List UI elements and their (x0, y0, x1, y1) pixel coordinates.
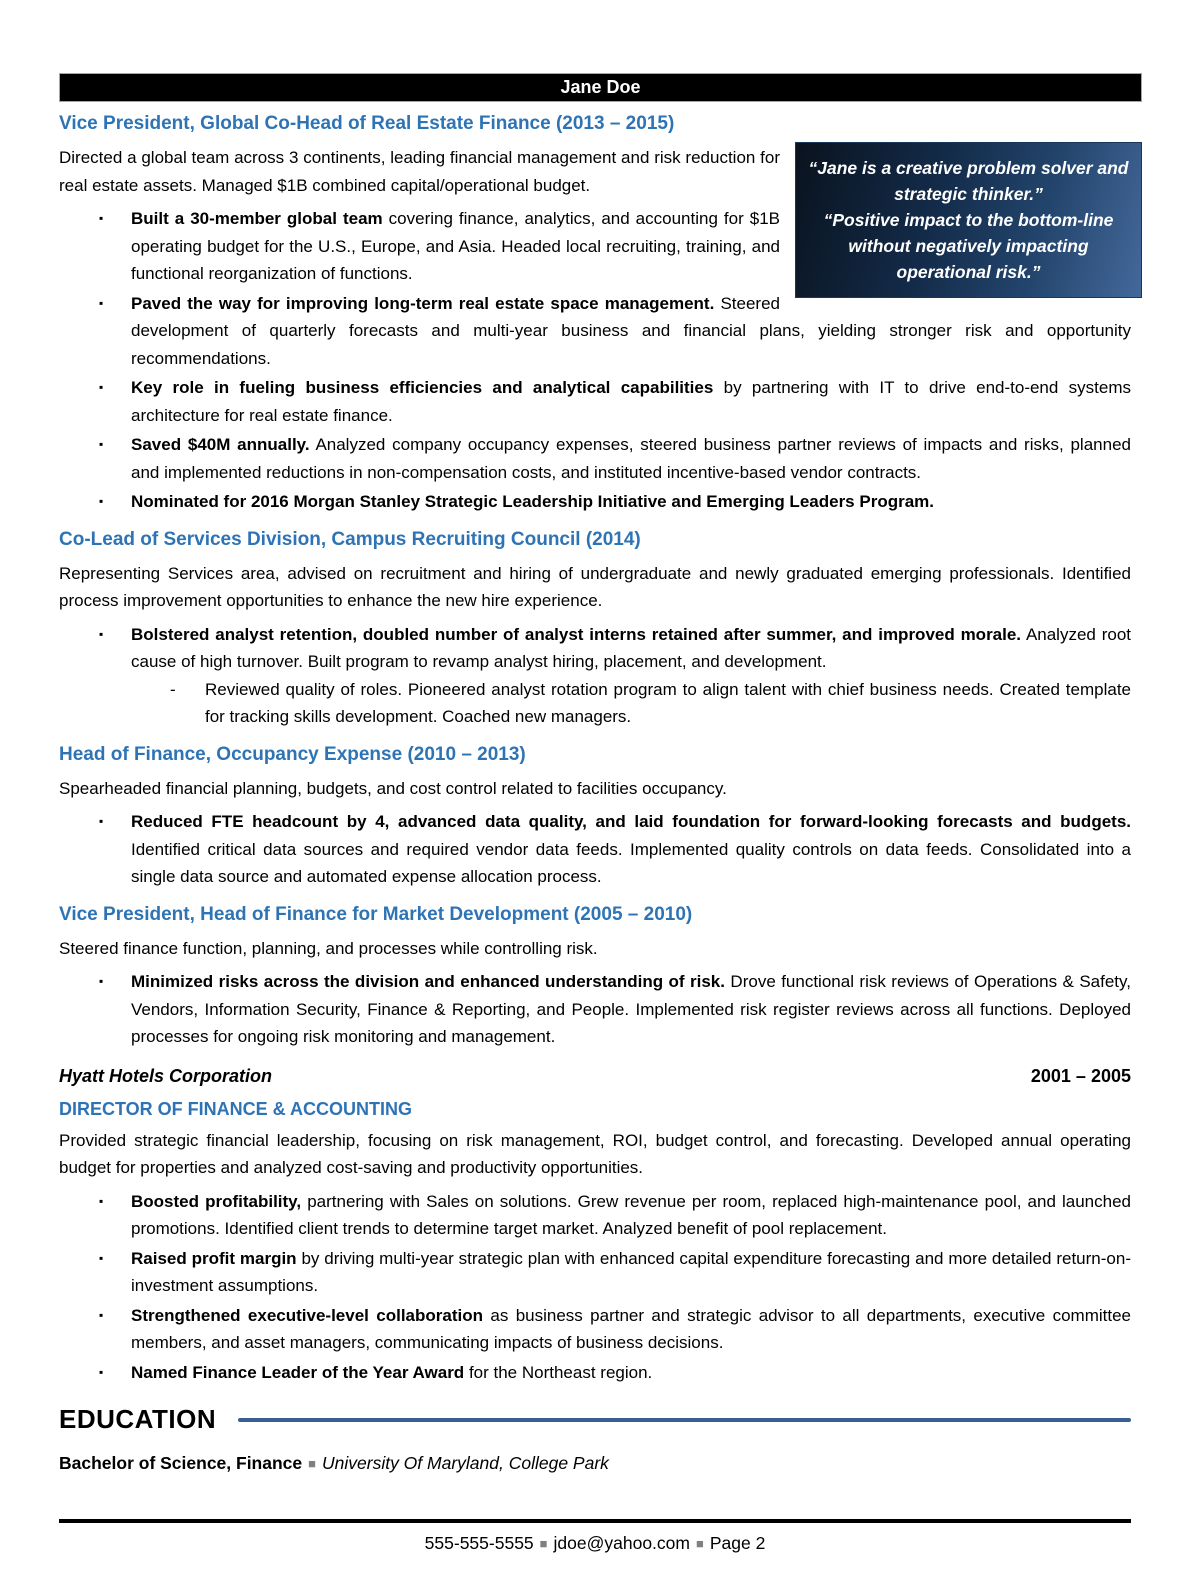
quote-line-2: “Positive impact to the bottom-line without negatively impacting operational risk.” (823, 210, 1114, 282)
bullet-rest: by driving multi-year strategic plan with enhanced capital expenditure forecasting and more detailed return-on-investment assumptions. (131, 1248, 1131, 1295)
education-heading: EDUCATION (59, 1404, 217, 1434)
bullet-lead: Named Finance Leader of the Year Award (131, 1362, 465, 1382)
footer-phone: 555-555-5555 (424, 1533, 534, 1553)
section-vp-market-development (59, 903, 1131, 1051)
bullet-lead: Nominated for 2016 Morgan Stanley Strategic Leadership Initiative and Emerging Leaders Program. (131, 492, 934, 511)
section-title: Vice President, Global Co-Head of Real Estate Finance (2013 – 2015) (59, 113, 675, 134)
quote-line-1: “Jane is a creative problem solver and strategic thinker.” (808, 158, 1129, 204)
section-summary: Spearheaded financial planning, budgets, and cost control related to facilities occupancy. (59, 778, 727, 798)
bullet-rest: for the Northeast region. (468, 1362, 653, 1382)
bullet-rest: Analyzed root cause of high turnover. Built program to revamp analyst hiring, placement, and development. (131, 624, 1131, 671)
bullet-rest: as business partner and strategic advisor to all departments, executive committee members, and asset managers, communicating impacts of business decisions. (131, 1305, 1131, 1352)
degree-line (59, 1450, 1131, 1477)
section-title: Head of Finance, Occupancy Expense (2010 – 2013) (59, 743, 526, 765)
bullet-lead: Reduced FTE headcount by 4, advanced data quality, and laid foundation for forward-looking forecasts and budgets. (131, 812, 1131, 831)
bullet-item (59, 808, 1131, 891)
bullet-lead: Paved the way for improving long-term real estate space management. (131, 293, 715, 313)
section-hyatt-employer (59, 1063, 1131, 1387)
square-separator-icon: ■ (308, 1456, 316, 1471)
bullet-rest: Drove functional risk reviews of Operations & Safety, Vendors, Information Security, Finance & Reporting, and People. Implemented risk register reviews across all functions. Deployed processes for ongoing risk monitoring and management. (131, 972, 1131, 1046)
education-heading-row (59, 1404, 1131, 1434)
section-head-finance-occupancy (59, 743, 1131, 891)
bullet-lead: Strengthened executive-level collaboration (131, 1305, 483, 1325)
page-footer (59, 1519, 1131, 1556)
bullet-item (59, 290, 1131, 373)
bullet-item (59, 968, 1131, 1051)
section-colead-services (59, 528, 1131, 731)
bullet-list (59, 968, 1131, 1051)
bullet-list (59, 808, 1131, 891)
bullet-item (59, 374, 1131, 429)
bullet-rest: covering finance, analytics, and accounting for $1B operating budget for the U.S., Europe, and Asia. Headed local recruiting, training, and functional reorganization of functions. (131, 209, 780, 283)
bullet-lead: Key role in fueling business efficiencies and analytical capabilities (131, 378, 714, 397)
bullet-item (59, 621, 1131, 731)
section-summary: Representing Services area, advised on recruitment and hiring of undergraduate and newly graduated emerging professionals. Identified process improvement opportunities to enhance the new hire experience. (59, 563, 1131, 610)
bullet-item (59, 431, 1131, 486)
square-separator-icon: ■ (695, 1536, 704, 1551)
bullet-item (59, 1302, 1131, 1357)
education-divider-rule (238, 1418, 1131, 1422)
sub-bullet-text: Reviewed quality of roles. Pioneered analyst rotation program to align talent with chief business needs. Created template for tracking skills development. Coached new managers. (205, 679, 1131, 726)
bullet-lead: Built a 30-member global team (131, 209, 383, 228)
bullet-rest: Analyzed company occupancy expenses, steered business partner reviews of impacts and risks, planned and implemented reductions in non-compensation costs, and instituted incentive-based vendor contracts. (131, 435, 1131, 482)
footer-text (59, 1531, 1131, 1556)
employment-dates: 2001 – 2005 (1030, 1065, 1131, 1086)
school-name: University Of Maryland, College Park (322, 1453, 609, 1473)
name-header-bar: Jane Doe (59, 73, 1142, 102)
footer-page-number: Page 2 (709, 1533, 766, 1553)
footer-email: jdoe@yahoo.com (553, 1533, 690, 1553)
square-separator-icon: ■ (539, 1536, 548, 1551)
bullet-item (59, 1359, 1131, 1387)
company-name: Hyatt Hotels Corporation (59, 1065, 273, 1086)
role-title: DIRECTOR OF FINANCE & ACCOUNTING (59, 1098, 412, 1119)
footer-divider-rule (59, 1519, 1131, 1523)
bullet-lead: Minimized risks across the division and enhanced understanding of risk. (131, 972, 725, 991)
bullet-item (59, 1188, 1131, 1243)
bullet-rest: Identified critical data sources and required vendor data feeds. Implemented quality controls on data feeds. Consolidated into a single data source and automated expense allocation process. (131, 839, 1131, 886)
bullet-lead: Raised profit margin (131, 1248, 297, 1268)
bullet-lead: Bolstered analyst retention, doubled number of analyst interns retained after summer, and improved morale. (131, 624, 1022, 644)
bullet-lead: Boosted profitability, (131, 1191, 302, 1211)
bullet-item (59, 488, 1131, 516)
sub-bullet-item (131, 676, 1131, 731)
section-title: Co-Lead of Services Division, Campus Recruiting Council (2014) (59, 528, 641, 550)
bullet-list (59, 621, 1131, 731)
sub-bullet-list (131, 676, 1131, 731)
employer-line (59, 1063, 1131, 1089)
bullet-list (59, 205, 1131, 516)
section-title: Vice President, Head of Finance for Market Development (2005 – 2010) (59, 903, 693, 925)
bullet-lead: Saved $40M annually. (131, 435, 310, 454)
bullet-rest: Steered development of quarterly forecasts and multi-year business and financial plans, yielding stronger risk and opportunity recommendations. (131, 293, 1131, 368)
degree-name: Bachelor of Science, Finance (59, 1453, 303, 1473)
bullet-rest: by partnering with IT to drive end-to-end systems architecture for real estate finance. (131, 378, 1131, 425)
section-education (59, 1404, 1131, 1477)
section-summary: Steered finance function, planning, and processes while controlling risk. (59, 938, 598, 958)
page-content (59, 73, 1131, 1477)
section-summary: Directed a global team across 3 continents, leading financial management and risk reduction for real estate assets. Managed $1B combined capital/operational budget. (59, 148, 780, 195)
bullet-item (59, 205, 1131, 288)
bullet-list (59, 1188, 1131, 1387)
bullet-rest: partnering with Sales on solutions. Grew revenue per room, replaced high-maintenance pool, and launched promotions. Identified client trends to determine target market. Analyzed benefit of pool replacement. (131, 1191, 1131, 1238)
section-vp-global-cohead (59, 112, 1131, 516)
bullet-item (59, 1245, 1131, 1300)
role-summary: Provided strategic financial leadership, focusing on risk management, ROI, budget control, and forecasting. Developed annual operating budget for properties and analyzed cost-saving and productivity opportunities. (59, 1130, 1131, 1177)
